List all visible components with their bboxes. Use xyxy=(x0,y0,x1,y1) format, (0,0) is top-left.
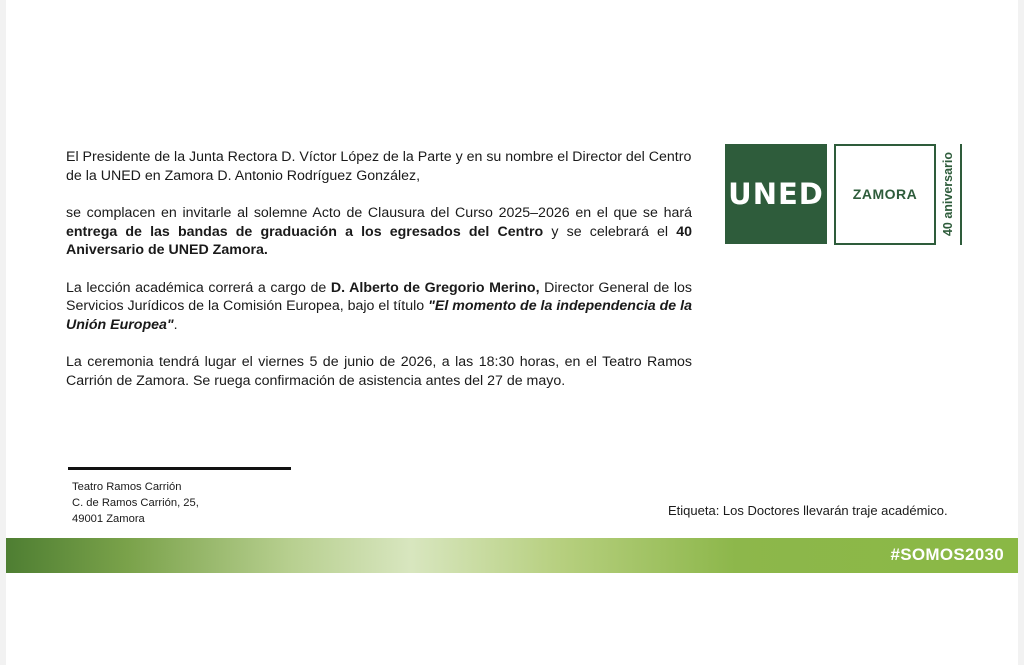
paragraph-ceremony: La ceremonia tendrá lugar el viernes 5 de junio de 2026, a las 18:30 horas, en el Teatro Ramos Carrión de Zamora. Se ruega confirmación de asistencia antes del 27 de mayo. xyxy=(66,354,692,389)
uned-zamora-logo xyxy=(725,143,965,247)
zamora-logo-box xyxy=(834,144,936,245)
zamora-logo-text: ZAMORA xyxy=(852,186,918,202)
paragraph-hosts: El Presidente de la Junta Rectora D. Víctor López de la Parte y en su nombre el Director del Centro de la UNED en Zamora D. Antonio Rodríguez González, xyxy=(66,149,692,184)
paragraph-lecture: La lección académica correrá a cargo de D. Alberto de Gregorio Merino, Director General de los Servicios Jurídicos de la Comisión Europea, bajo el título "El momento de la independencia de la Unión Europea". xyxy=(66,279,693,333)
green-footer-band xyxy=(6,538,1018,573)
hashtag-label: #SOMOS2030 xyxy=(890,545,1004,564)
address-line-city: 49001 Zamora xyxy=(72,513,145,525)
dress-code-note: Etiqueta: Los Doctores llevarán traje académico. xyxy=(668,503,948,518)
address-line-street: C. de Ramos Carrión, 25, xyxy=(72,497,199,509)
venue-address xyxy=(72,479,199,527)
address-divider xyxy=(68,467,291,470)
invitation-body xyxy=(66,148,692,409)
uned-logo-box xyxy=(725,144,827,244)
speaker-name: D. Alberto de Gregorio Merino, xyxy=(330,279,540,296)
anniversary-label: 40 aniversario xyxy=(941,151,955,237)
uned-logo-text: UNED xyxy=(728,177,824,211)
anniversary-highlight: 40 Aniversario de UNED Zamora. xyxy=(66,223,692,258)
graduation-bands-highlight: entrega de las bandas de graduación a los egresados del Centro xyxy=(66,223,544,240)
lecture-title: "El momento de la independencia de la Unión Europea" xyxy=(66,298,692,333)
address-line-venue: Teatro Ramos Carrión xyxy=(72,481,182,493)
paragraph-invitation: se complacen en invitarle al solemne Acto de Clausura del Curso 2025–2026 en el que se hará entrega de las bandas de graduación a los egresados del Centro y se celebrará el 40 Aniversario de UNED Zamora. xyxy=(66,205,692,258)
anniversary-divider xyxy=(960,144,962,245)
anniversary-label-container xyxy=(937,143,959,245)
